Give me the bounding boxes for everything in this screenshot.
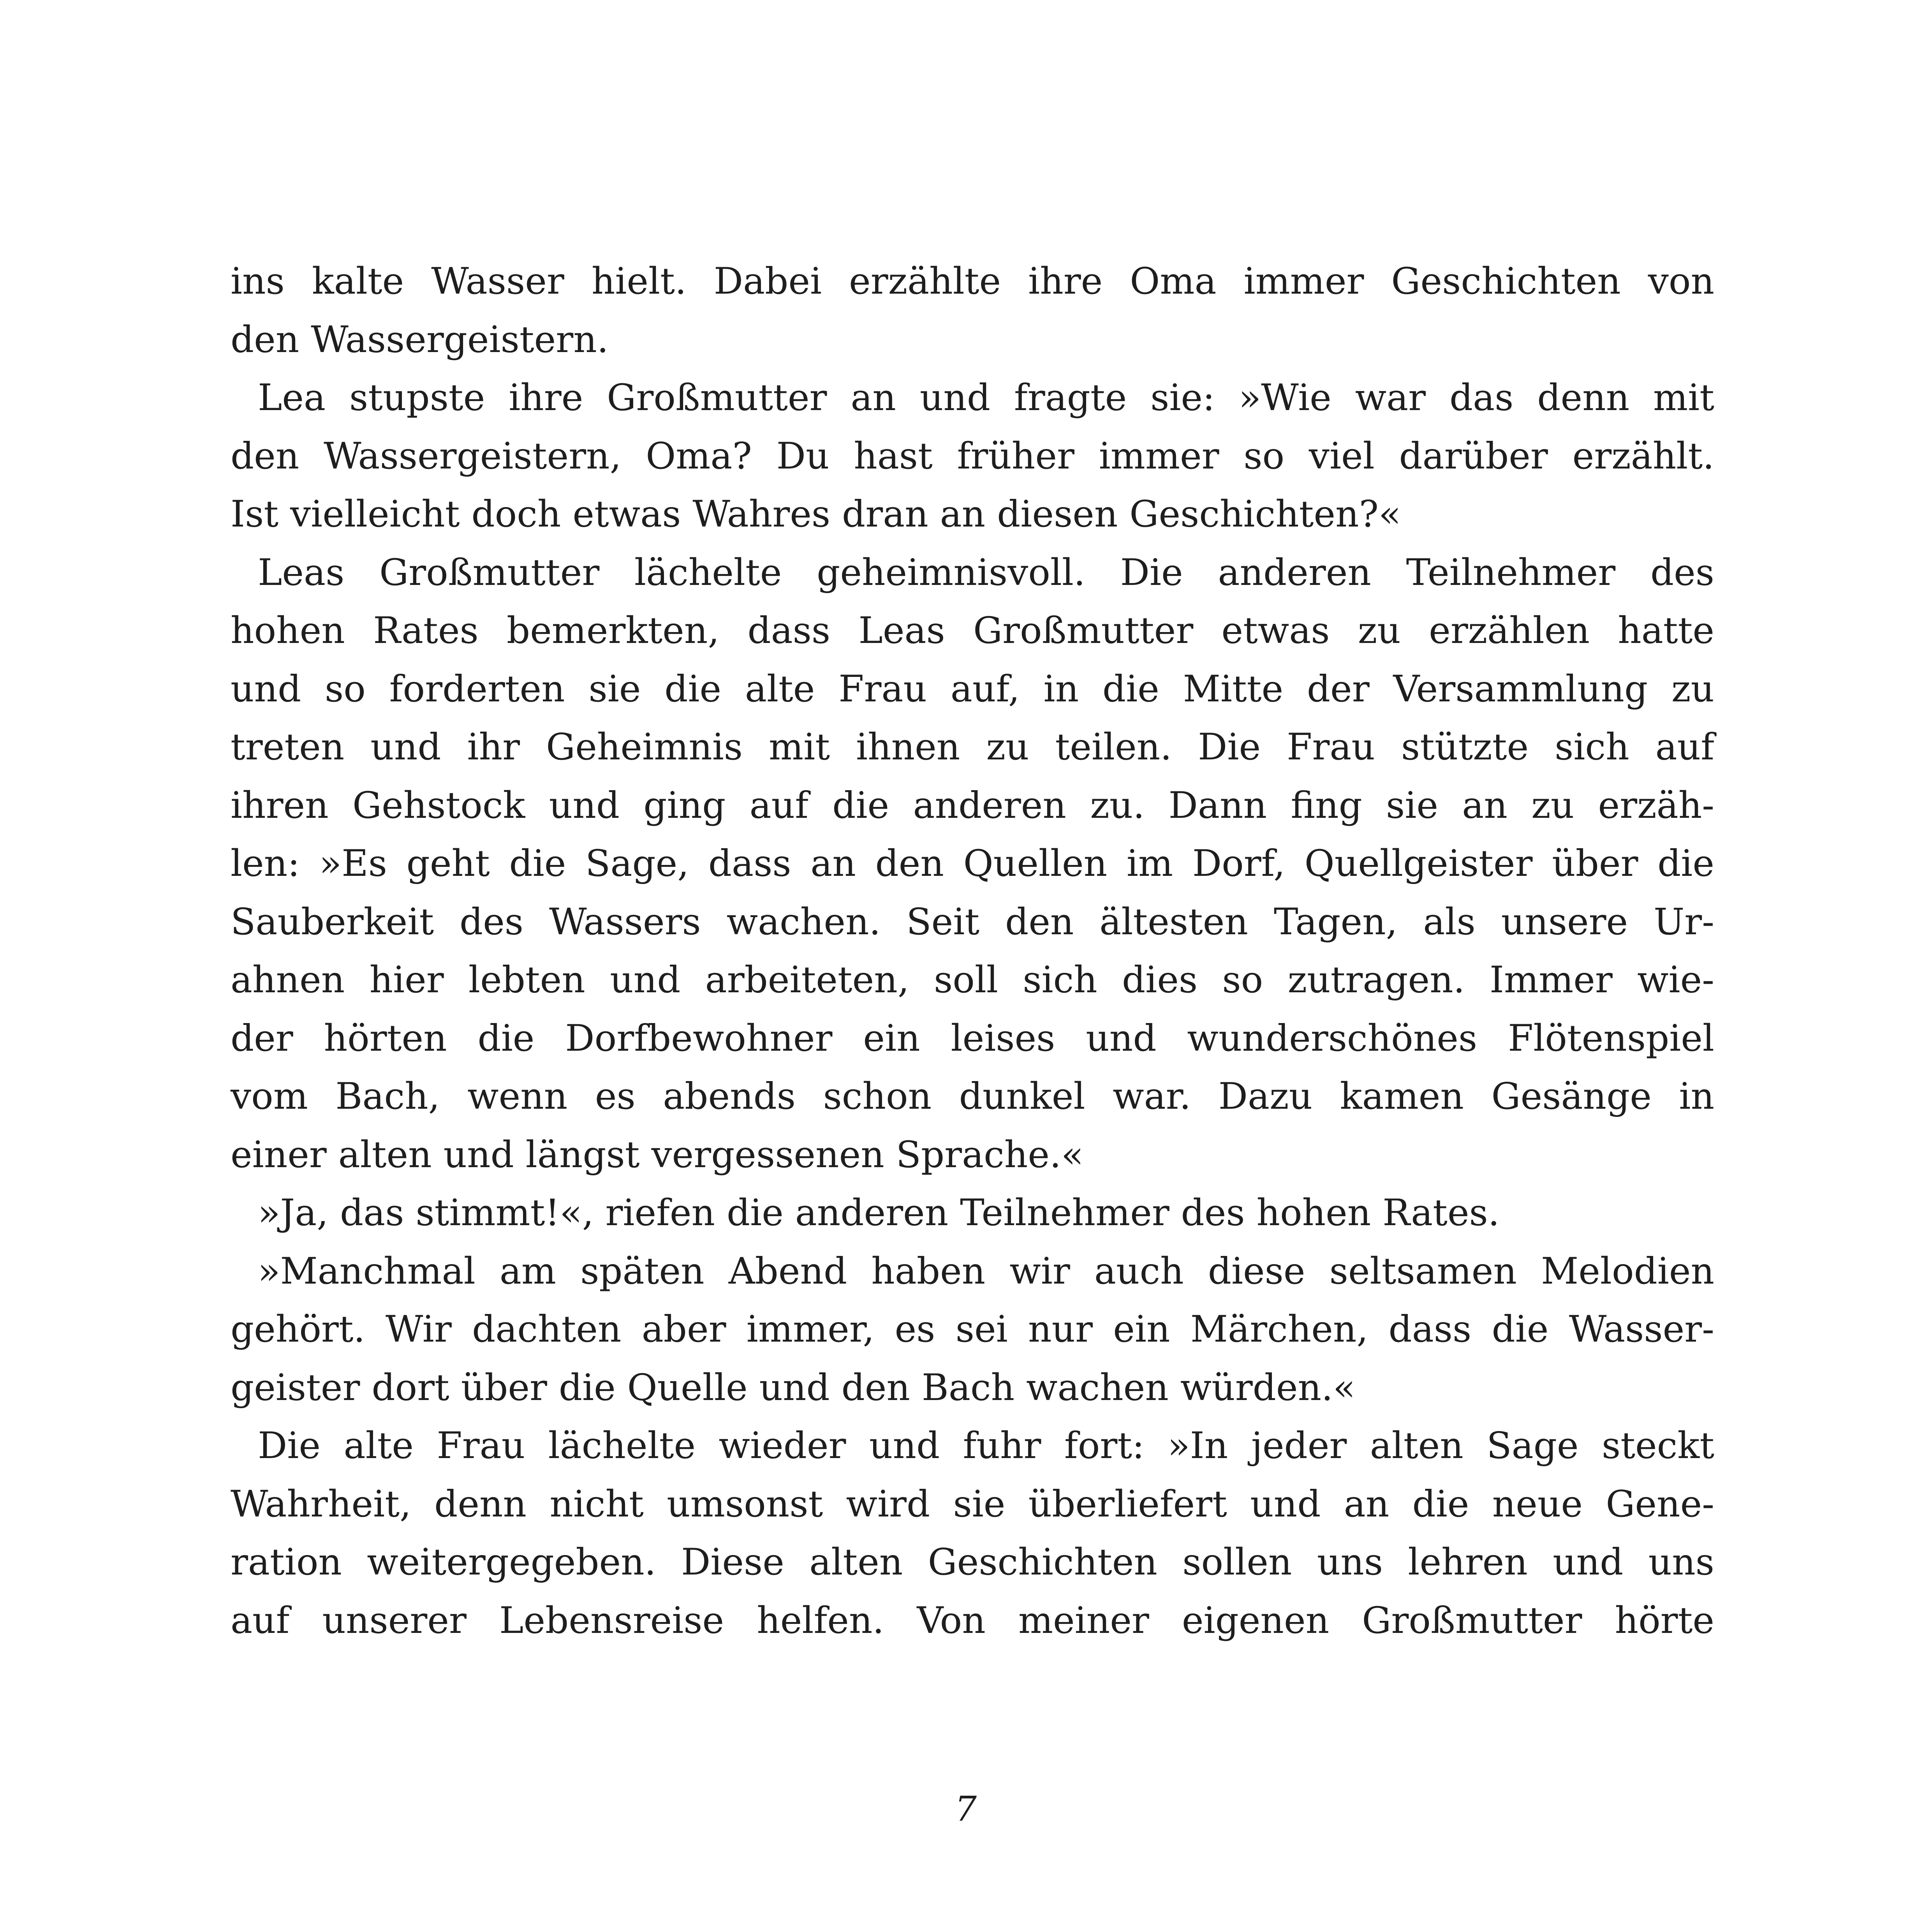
text-line: Die alte Frau lächelte wieder und fuhr fort: »In jeder alten Sage steckt [258,1425,1714,1467]
text-line: treten und ihr Geheimnis mit ihnen zu teilen. Die Frau stützte sich auf [231,726,1714,768]
text-line: Lea stupste ihre Großmutter an und fragte sie: »Wie war das denn mit [258,377,1714,419]
text-line: Wahrheit, denn nicht umsonst wird sie überliefert und an die neue Gene- [231,1483,1714,1525]
text-line: vom Bach, wenn es abends schon dunkel war. Dazu kamen Gesänge in [231,1075,1714,1118]
text-line: »Manchmal am späten Abend haben wir auch diese seltsamen Melodien [258,1250,1714,1293]
text-line: ins kalte Wasser hielt. Dabei erzählte ihre Oma immer Geschichten von [231,260,1714,303]
text-line: hohen Rates bemerkten, dass Leas Großmutter etwas zu erzählen hatte [231,609,1714,652]
text-line: Leas Großmutter lächelte geheimnisvoll. Die anderen Teilnehmer des [258,551,1714,594]
text-line: den Wassergeistern. [231,318,609,361]
text-line: auf unserer Lebensreise helfen. Von meiner eigenen Großmutter hörte [231,1599,1714,1642]
text-line: »Ja, das stimmt!«, riefen die anderen Teilnehmer des hohen Rates. [258,1192,1500,1234]
text-line: ahnen hier lebten und arbeiteten, soll sich dies so zutragen. Immer wie- [231,959,1714,1001]
body-text [231,252,1714,1650]
text-line: len: »Es geht die Sage, dass an den Quellen im Dorf, Quellgeister über die [231,842,1714,885]
text-line: geister dort über die Quelle und den Bach wachen würden.« [231,1366,1356,1409]
text-line: Sauberkeit des Wassers wachen. Seit den ältesten Tagen, als unsere Ur- [231,900,1714,943]
text-line: Ist vielleicht doch etwas Wahres dran an diesen Geschichten?« [231,493,1401,535]
text-line: den Wassergeistern, Oma? Du hast früher immer so viel darüber erzählt. [231,435,1714,477]
text-line: ihren Gehstock und ging auf die anderen zu. Dann fing sie an zu erzäh- [231,784,1714,827]
text-line: der hörten die Dorfbewohner ein leises und wunderschönes Flötenspiel [231,1017,1714,1060]
text-line: gehört. Wir dachten aber immer, es sei nur ein Märchen, dass die Wasser- [231,1308,1714,1351]
text-line: und so forderten sie die alte Frau auf, in die Mitte der Versammlung zu [231,667,1714,710]
text-line: ration weitergegeben. Diese alten Geschichten sollen uns lehren und uns [231,1541,1714,1583]
text-line: einer alten und längst vergessenen Sprache.« [231,1133,1084,1176]
page-number: 7 [955,1789,977,1829]
